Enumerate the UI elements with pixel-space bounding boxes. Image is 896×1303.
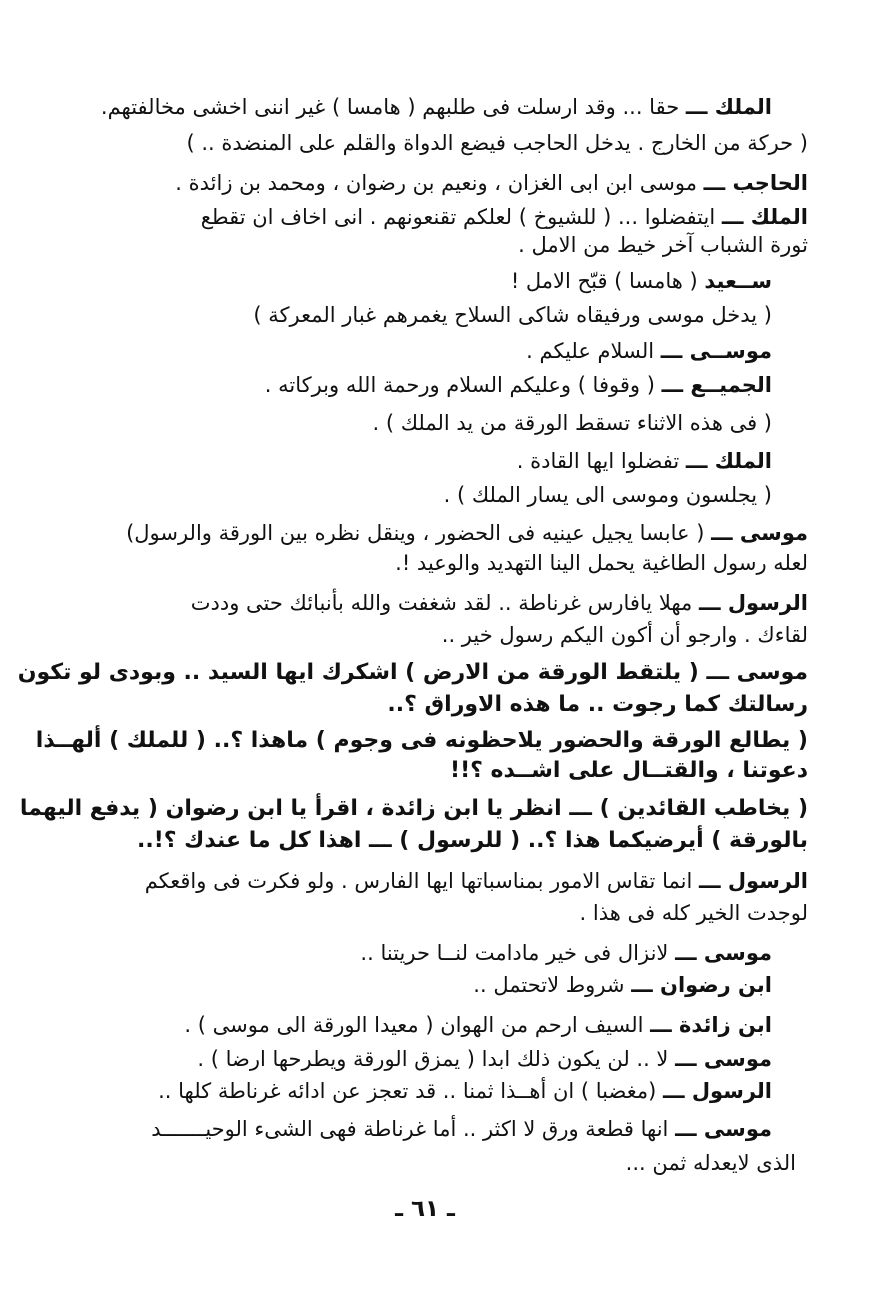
line-text: تفضلوا ايها القادة . (516, 449, 686, 473)
line-17 (18, 658, 808, 688)
speaker-name: ابن رضوان ـــ (631, 973, 772, 997)
speaker-name: موسى ـــ (675, 1047, 772, 1071)
line-1 (101, 92, 772, 122)
line-20 (450, 756, 808, 786)
line-6 (511, 266, 772, 296)
speaker-name: موسى ـــ (706, 660, 808, 685)
stage-direction (186, 128, 808, 158)
line-text: لا .. لن يكون ذلك ابدا ( يمزق الورقة ويطرحها ارضا ) . (197, 1047, 676, 1071)
speaker-name: الملك ـــ (685, 449, 772, 473)
line-text: دعوتنا ، والقتــال على اشــده ؟!! (450, 758, 808, 783)
line-19 (36, 726, 808, 756)
line-16 (442, 620, 808, 650)
speaker-name: ابن زائدة ـــ (650, 1013, 772, 1037)
line-text: ( يدخل موسى ورفيقاه شاكى السلاح يغمرهم غبار المعركة ) (253, 303, 772, 327)
line-text: شروط لاتحتمل .. (473, 973, 632, 997)
line-30 (151, 1114, 772, 1144)
line-text: ( عابسا يجيل عينيه فى الحضور ، وينقل نظره بين الورقة والرسول) (126, 521, 712, 545)
line-text: ( يطالع الورقة والحضور يلاحظونه فى وجوم ) ماهذا ؟.. ( للملك ) ألهــذا (35, 728, 808, 753)
line-4 (201, 202, 808, 232)
line-text: ( وقوفا ) وعليكم السلام ورحمة الله وبركاته . (264, 373, 662, 397)
line-29 (158, 1076, 772, 1106)
speaker-name: الجميــع ـــ (661, 373, 772, 397)
line-text: انها قطعة ورق لا اكثر .. أما غرناطة فهى الشىء الوحيـــــــد (151, 1117, 676, 1141)
speaker-name: الملك ـــ (685, 95, 772, 119)
speaker-name: الملك ـــ (721, 205, 808, 229)
speaker-name: الرسول ـــ (662, 1079, 772, 1103)
line-text: رسالتك كما رجوت .. ما هذه الاوراق ؟.. (387, 692, 808, 717)
line-text: مهلا يافارس غرناطة .. لقد شغفت والله بأنبائك حتى وددت (190, 591, 699, 615)
line-text: انما تقاس الامور بمناسباتها ايها الفارس . ولو فكرت فى واقعكم (144, 869, 699, 893)
speaker-name: موسى ـــ (675, 1117, 772, 1141)
line-27 (184, 1010, 772, 1040)
line-9 (265, 370, 772, 400)
line-text: لوجدت الخير كله فى هذا . (579, 901, 808, 925)
speaker-name: موسى ـــ (711, 521, 808, 545)
line-text: ايتفضلوا ... ( للشيوخ ) لعلكم تقنعونهم . انى اخاف ان تقطع (200, 205, 722, 229)
line-23 (145, 866, 808, 896)
line-text: ثورة الشباب آخر خيط من الامل . (518, 233, 808, 257)
line-21 (20, 794, 808, 824)
stage-direction (372, 408, 772, 438)
line-text: موسى ابن ابى الغزان ، ونعيم بن رضوان ، ومحمد بن زائدة . (175, 171, 704, 195)
line-18 (387, 690, 808, 720)
stage-direction (253, 300, 772, 330)
stage-direction (444, 480, 772, 510)
line-text: حقا ... وقد ارسلت فى طلبهم ( هامسا ) غير اننى اخشى مخالفتهم. (100, 95, 686, 119)
line-text: ( هامسا ) قبّح الامل ! (510, 269, 705, 293)
speaker-name: الحاجب ـــ (703, 171, 808, 195)
line-15 (191, 588, 808, 618)
line-text: بالورقة ) أيرضيكما هذا ؟.. ( للرسول ) ـــ اهذا كل ما عندك ؟!.. (137, 828, 808, 853)
line-25 (360, 938, 772, 968)
speaker-name: الرسول ـــ (698, 591, 808, 615)
line-14 (395, 548, 808, 578)
speaker-name: موسى ـــ (675, 941, 772, 965)
line-text: ( يجلسون وموسى الى يسار الملك ) . (443, 483, 772, 507)
line-26 (473, 970, 772, 1000)
speaker-name: ســعيد (704, 269, 772, 293)
line-text: السيف ارحم من الهوان ( معيدا الورقة الى موسى ) . (184, 1013, 651, 1037)
line-text: (مغضبا ) ان أهــذا ثمنا .. قد تعجز عن ادائه غرناطة كلها .. (158, 1079, 663, 1103)
line-text: ( فى هذه الاثناء تسقط الورقة من يد الملك ) . (372, 411, 772, 435)
line-text: لانزال فى خير مادامت لنــا حريتنا .. (360, 941, 676, 965)
line-24 (580, 898, 808, 928)
line-text: ( يلتقط الورقة من الارض ) اشكرك ايها السيد .. وبودى لو تكون (17, 660, 707, 685)
line-31 (626, 1148, 796, 1178)
line-text: الذى لايعدله ثمن ... (625, 1151, 796, 1175)
line-text: لعله رسول الطاغية يحمل الينا التهديد والوعيد !. (395, 551, 808, 575)
line-22 (137, 826, 808, 856)
line-28 (197, 1044, 772, 1074)
line-text: السلام عليكم . (526, 339, 661, 363)
line-text: ( حركة من الخارج . يدخل الحاجب فيضع الدواة والقلم على المنضدة .. ) (186, 131, 808, 155)
speaker-name: موســى ـــ (660, 339, 772, 363)
line-3 (175, 168, 808, 198)
line-text: ( يخاطب القائدين ) ـــ انظر يا ابن زائدة ، اقرأ يا ابن رضوان ( يدفع اليهما (19, 796, 808, 821)
speaker-name: الرسول ـــ (698, 869, 808, 893)
page-number: ـ ٦١ ـ (395, 1196, 455, 1222)
line-5 (518, 230, 808, 260)
line-13 (126, 518, 808, 548)
line-11 (517, 446, 772, 476)
line-text: لقاءك . وارجو أن أكون اليكم رسول خير .. (441, 623, 808, 647)
line-8 (526, 336, 772, 366)
